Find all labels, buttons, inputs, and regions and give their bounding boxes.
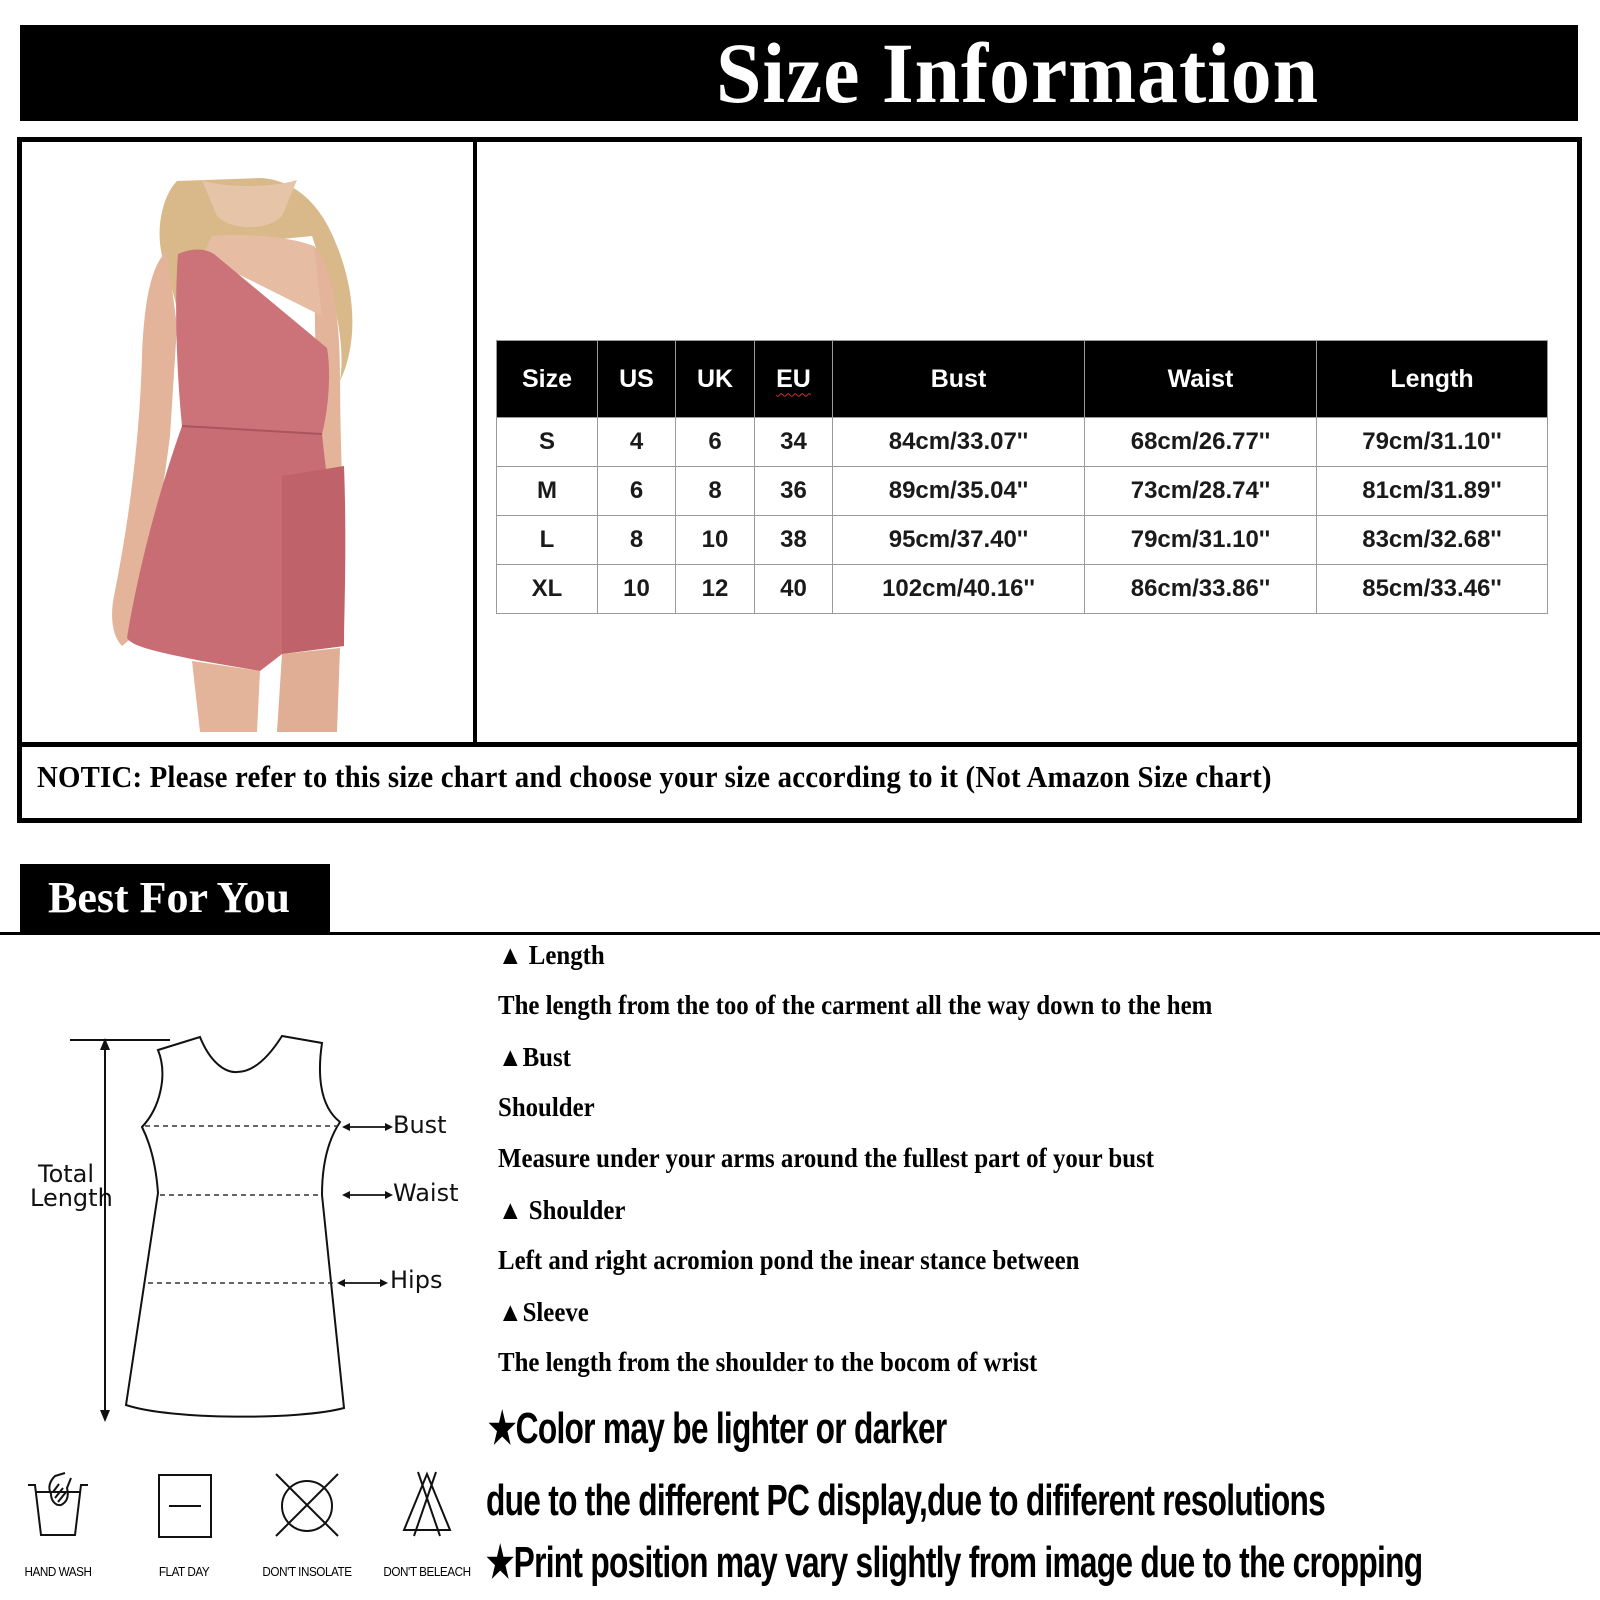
cell-length: 81cm/31.89'' <box>1317 467 1548 516</box>
best-for-you-tab <box>20 864 330 934</box>
care-no-bleach <box>367 1470 487 1579</box>
size-chart-table <box>496 340 1548 614</box>
cell-bust: 95cm/37.40'' <box>833 516 1085 565</box>
hand-wash-icon <box>23 1470 93 1540</box>
col-header-length: Length <box>1317 341 1548 418</box>
cell-uk: 12 <box>676 565 755 614</box>
length-description: The length from the too of the carment all the way down to the hem <box>498 990 1213 1020</box>
cell-bust: 89cm/35.04'' <box>833 467 1085 516</box>
cell-uk: 10 <box>676 516 755 565</box>
care-flat-dry <box>124 1470 244 1579</box>
cell-uk: 6 <box>676 418 755 467</box>
sleeve-heading: ▲Sleeve <box>498 1297 589 1327</box>
cell-size: L <box>497 516 598 565</box>
cell-waist: 73cm/28.74'' <box>1085 467 1317 516</box>
shoulder-description: Left and right acromion pond the inear stance between <box>498 1245 1080 1275</box>
care-label: DON'T BELEACH <box>383 1564 471 1579</box>
best-for-you-title: Best For You <box>48 873 290 922</box>
table-row <box>497 467 1548 516</box>
col-header-uk: UK <box>676 341 755 418</box>
section-divider <box>0 932 1600 935</box>
waist-label: Waist <box>393 1179 459 1207</box>
shoulder-heading: ▲ Shoulder <box>498 1195 626 1225</box>
product-photo <box>82 176 382 732</box>
col-header-waist: Waist <box>1085 341 1317 418</box>
care-label: FLAT DAY <box>158 1564 210 1579</box>
cell-eu: 40 <box>755 565 833 614</box>
cell-length: 79cm/31.10'' <box>1317 418 1548 467</box>
table-row <box>497 418 1548 467</box>
length-heading: ▲ Length <box>498 940 605 970</box>
cell-us: 10 <box>598 565 676 614</box>
col-header-size: Size <box>497 341 598 418</box>
cell-size: M <box>497 467 598 516</box>
cell-size: XL <box>497 565 598 614</box>
table-header-row <box>497 341 1548 418</box>
no-sun-icon <box>272 1470 342 1540</box>
bust-label: Bust <box>393 1111 447 1139</box>
total-length-label <box>30 1162 113 1210</box>
hips-label: Hips <box>390 1266 443 1294</box>
care-hand-wash <box>0 1470 118 1579</box>
total-length-line2: Length <box>30 1184 113 1212</box>
bust-description: Measure under your arms around the fullest part of your bust <box>498 1143 1155 1173</box>
cell-waist: 86cm/33.86'' <box>1085 565 1317 614</box>
measurement-diagram <box>0 1000 480 1430</box>
table-row <box>497 516 1548 565</box>
col-header-bust: Bust <box>833 341 1085 418</box>
care-no-sun <box>247 1470 367 1579</box>
flat-dry-icon <box>149 1470 219 1540</box>
no-bleach-icon <box>392 1470 462 1540</box>
cell-length: 85cm/33.46'' <box>1317 565 1548 614</box>
cell-uk: 8 <box>676 467 755 516</box>
bust-heading: ▲Bust <box>498 1042 571 1072</box>
cell-eu: 36 <box>755 467 833 516</box>
cell-bust: 102cm/40.16'' <box>833 565 1085 614</box>
bust-subheading: Shoulder <box>498 1092 595 1122</box>
cell-eu: 38 <box>755 516 833 565</box>
color-note-line1: ★Color may be lighter or darker <box>488 1404 947 1453</box>
cell-us: 4 <box>598 418 676 467</box>
sleeve-description: The length from the shoulder to the bocom of wrist <box>498 1347 1038 1377</box>
color-note-line2: due to the different PC display,due to dififerent resolutions <box>486 1476 1326 1525</box>
care-label: DON'T INSOLATE <box>262 1564 352 1579</box>
notice-row <box>22 742 1577 818</box>
cell-us: 8 <box>598 516 676 565</box>
page-title: Size Information <box>716 25 1319 121</box>
notice-text: NOTIC: Please refer to this size chart and choose your size according to it (Not Amazon Size chart) <box>37 759 1272 794</box>
cell-waist: 79cm/31.10'' <box>1085 516 1317 565</box>
print-note: ★Print position may vary slightly from image due to the cropping <box>486 1538 1423 1587</box>
eu-header-label: EU <box>776 364 811 393</box>
product-photo-cell <box>22 142 477 742</box>
cell-length: 83cm/32.68'' <box>1317 516 1548 565</box>
cell-us: 6 <box>598 467 676 516</box>
cell-waist: 68cm/26.77'' <box>1085 418 1317 467</box>
cell-bust: 84cm/33.07'' <box>833 418 1085 467</box>
cell-size: S <box>497 418 598 467</box>
col-header-eu <box>755 341 833 418</box>
total-length-line1: Total <box>38 1160 95 1188</box>
care-label: HAND WASH <box>24 1564 92 1579</box>
table-row <box>497 565 1548 614</box>
cell-eu: 34 <box>755 418 833 467</box>
col-header-us: US <box>598 341 676 418</box>
title-banner <box>20 25 1578 121</box>
